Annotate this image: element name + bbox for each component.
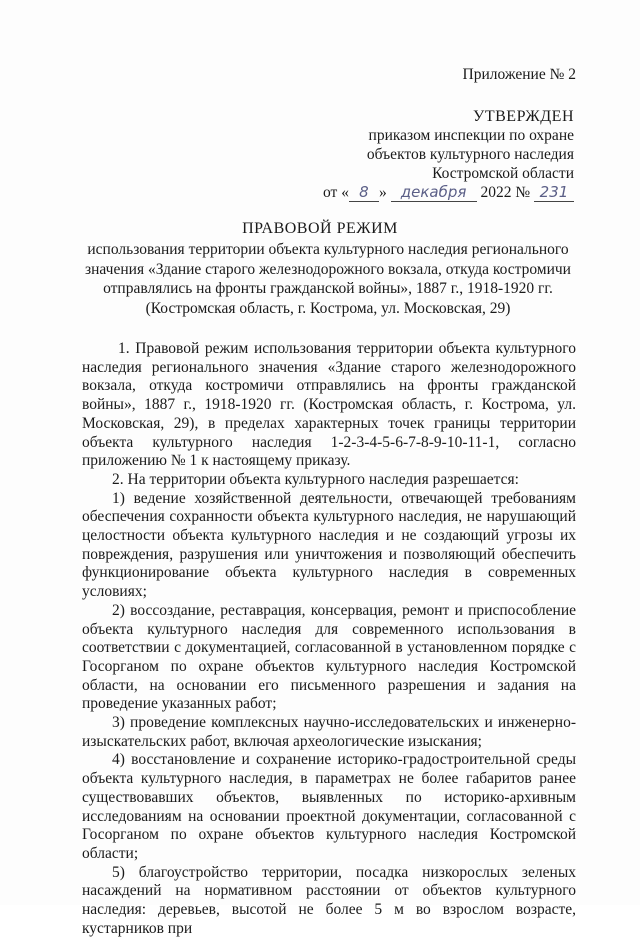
subtitle-line: значения «Здание старого железнодорожного вокзала, откуда костромичи (85, 260, 571, 278)
subtitle-line: использования территории объекта культурного наследия регионального (87, 241, 569, 258)
appendix-label: Приложение № 2 (462, 66, 576, 83)
approved-by-line-1: приказом инспекции по охране (368, 127, 574, 144)
document-body (82, 340, 576, 939)
date-day-close: » (378, 184, 387, 201)
document-title: ПРАВОВОЙ РЕЖИМ (242, 220, 398, 237)
subtitle-line: (Костромская область, г. Кострома, ул. Московская, 29) (145, 299, 511, 317)
order-year: 2022 № (480, 184, 531, 201)
subtitle-line: отправлялись на фронты гражданской войны», 1887 г., 1918-1920 гг. (103, 280, 553, 297)
paragraph-2-item-5: 5) благоустройство территории, посадка низкорослых зеленых насаждений на нормативном расстоянии от объектов культурного наследия: деревьев, высотой не более 5 м во взрослом возрасте, кустарников при (82, 863, 576, 937)
paragraph-2-item-1: 1) ведение хозяйственной деятельности, отвечающей требованиям обеспечения сохранности объекта культурного наследия, не нарушающий целостности объекта культурного наследия и не создающий угрозы их повреждения, разрушения или уничтожения и позволяющий обеспечить функционирование объекта культурного наследия в современных условиях; (82, 489, 576, 601)
approved-by-line-3: Костромской области (432, 165, 574, 182)
approved-by-line-2: объектов культурного наследия (366, 146, 574, 163)
order-day: 8 (359, 183, 369, 201)
paragraph-2-item-3: 3) проведение комплексных научно-исследовательских и инженерно-изыскательских работ, включая археологические изыскания; (82, 714, 576, 750)
paragraph-2-item-2: 2) воссоздание, реставрация, консервация, ремонт и приспособление объекта культурного наследия для современного использования в соответствии с документацией, согласованной в установленном порядке с Госорганом по охране объектов культурного наследия Костромской области, на основании его письменного разрешения и задания на проведение указанных работ; (82, 601, 576, 713)
document-subtitle (78, 240, 578, 318)
order-date-line (323, 183, 574, 202)
paragraph-1: 1. Правовой режим использования территории объекта культурного наследия регионального значения «Здание старого железнодорожного вокзала, откуда костромичи отправлялись на фронты гражданской войны», 1887 г., 1918-1920 гг. (Костромская область, г. Кострома, ул. Московская, 29), в пределах характерных точек границы территории объекта культурного наследия 1-2-3-4-5-6-7-8-9-10-11-1, согласно приложению № 1 к настоящему приказу. (82, 340, 576, 470)
paragraph-2: 2. На территории объекта культурного наследия разрешается: (112, 470, 519, 488)
order-month: декабря (400, 183, 467, 201)
order-number: 231 (539, 183, 569, 201)
paragraph-2-item-4: 4) восстановление и сохранение историко-градостроительной среды объекта культурного наследия, в параметрах не более габаритов ранее существовавших объектов, выявленных по историко-архивным исследованиям на основании проектной документации, согласованной с Госорганом по охране объектов культурного наследия Костромской области; (82, 751, 576, 862)
date-prefix: от « (323, 184, 349, 201)
approved-title: УТВЕРЖДЕН (473, 108, 574, 125)
approval-block (323, 107, 574, 202)
